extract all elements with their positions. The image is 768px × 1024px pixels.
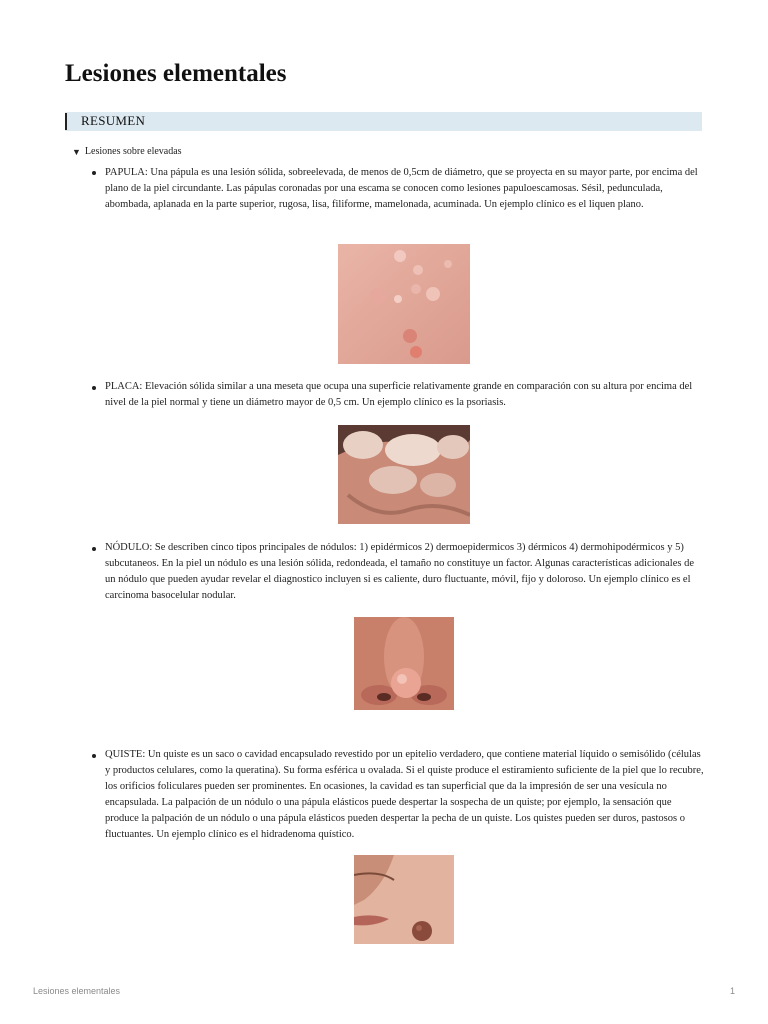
page-title: Lesiones elementales <box>65 60 287 87</box>
papula-photo <box>338 244 470 364</box>
list-item-papula: PAPULA: Una pápula es una lesión sólida, sobreelevada, de menos de 0,5cm de diámetro, que se proyecta en su mayor parte, por encima del plano de la piel circundante. Las pápulas coronadas por una escama se conocen como lesiones papuloescamosas. Sésil, pedunculada, abombada, aplanada en la parte superior, rugosa, lisa, filiforme, mamelonada, acuminada. Un ejemplo clínico es el liquen plano. <box>105 167 698 210</box>
list-item-placa: PLACA: Elevación sólida similar a una meseta que ocupa una superficie relativamente grande en comparación con su altura por encima del nivel de la piel normal y tiene un diámetro mayor de 0,5 cm. Un ejemplo clínico es la psoriasis. <box>105 381 693 408</box>
toggle-label: Lesiones sobre elevadas <box>84 146 182 157</box>
quiste-photo <box>354 855 454 944</box>
bullet <box>92 386 96 390</box>
bullet <box>92 547 96 551</box>
footer-title: Lesiones elementales <box>33 986 121 996</box>
triangle-down-icon: ▼ <box>72 146 81 157</box>
summary-section-header <box>65 112 702 131</box>
nodulo-photo <box>354 617 454 710</box>
list-item-quiste: QUISTE: Un quiste es un saco o cavidad encapsulado revestido por un epitelio verdadero, que contiene material líquido o semisólido (células y productos celulares, como la queratina). Su forma esférica u ovalada. Si el quiste produce el estiramiento suficiente de la piel que lo recubre, los orificios foliculares pueden ser prominentes. En ocasiones, la cavidad es tan superficial que da la impresión de ser una vesícula no encapsulada. La palpación de un nódulo o una pápula elásticos puede despertar la sospecha de un quiste; por ejemplo, la sensación que produce la palpación de un nódulo o una pápula elásticos pueden despertar la pecha de un quiste. Los quistes pueden ser duros, pastosos o fluctuantes. Un ejemplo clínico es el hidradenoma quístico. <box>105 749 704 840</box>
bullet <box>92 171 96 175</box>
bullet <box>92 754 96 758</box>
elevated-lesions-toggle[interactable] <box>72 146 182 157</box>
section-label: RESUMEN <box>81 113 146 128</box>
list-item-nodulo: NÓDULO: Se describen cinco tipos principales de nódulos: 1) epidérmicos 2) dermoepidermicos 3) dérmicos 4) dermohipodérmicos y 5) subcutaneos. En la piel un nódulo es una lesión sólida, redondeada, el tamaño no constituye un factor. Algunas características adicionales de un nódulo que pueden ayudar revelar el diagnostico incluyen si es caliente, duro fluctuante, móvil, fijo y doloroso. Un ejemplo clínico es el carcinoma basocelular nodular. <box>105 542 694 601</box>
page-number: 1 <box>730 986 736 996</box>
placa-photo <box>338 425 470 524</box>
section-rule <box>65 113 67 130</box>
